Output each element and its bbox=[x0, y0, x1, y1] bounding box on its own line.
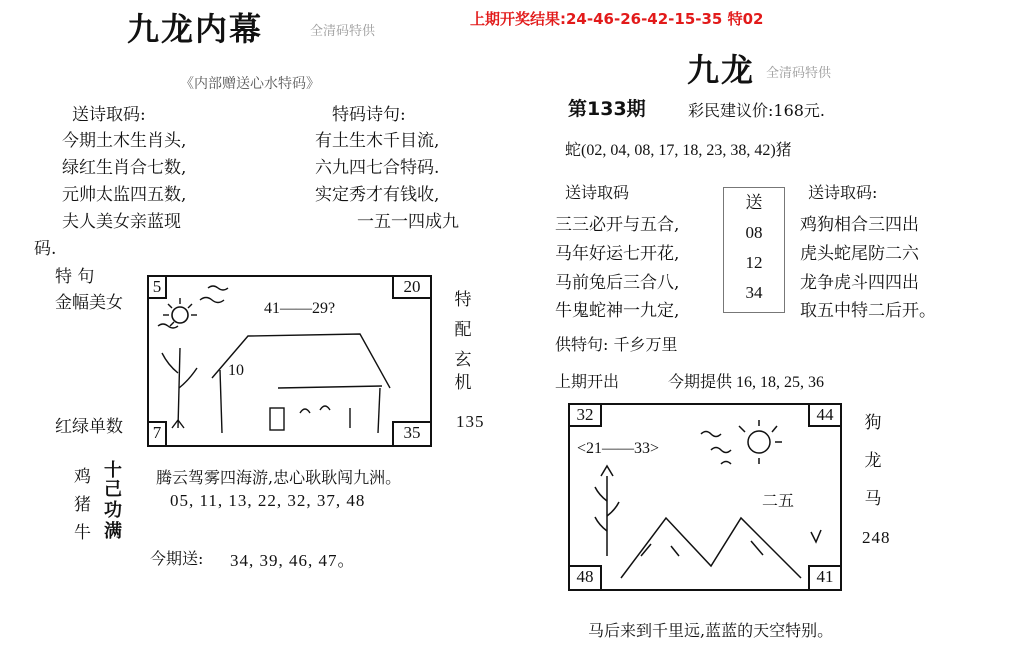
zodiac-chicken: 鸡 bbox=[74, 467, 91, 487]
right-title-note: 全清码特供 bbox=[766, 66, 832, 81]
send-box-label: 送 bbox=[745, 193, 763, 213]
zodiac-line: 蛇(02, 04, 08, 17, 18, 23, 38, 42)猪 bbox=[565, 142, 792, 159]
left-poem-header: 送诗取码: bbox=[72, 105, 146, 125]
right-poem-right-line: 取五中特二后开。 bbox=[800, 301, 936, 321]
send-box-number: 12 bbox=[745, 253, 763, 272]
left-wrap-text: 码. bbox=[34, 239, 57, 259]
right-poem-right-line: 虎头蛇尾防二六 bbox=[800, 244, 919, 264]
left-numbers: 05, 11, 13, 22, 32, 37, 48 bbox=[170, 491, 366, 510]
right-poem-left-line: 三三必开与五合, bbox=[555, 215, 680, 235]
right-poem-header-left: 送诗取码 bbox=[565, 183, 630, 202]
right-corner-top-right: 44 bbox=[808, 403, 842, 427]
zodiac-big-char: 功 bbox=[104, 500, 122, 521]
right-poem-header-right: 送诗取码: bbox=[808, 183, 878, 202]
left-special-line: 六九四七合特码. bbox=[315, 158, 440, 178]
left-corner-bottom-right: 35 bbox=[392, 421, 432, 447]
left-special-line: 有土生木千目流, bbox=[315, 131, 440, 151]
zodiac-big-char: 满 bbox=[104, 521, 122, 542]
left-corner-top-left: 5 bbox=[147, 275, 167, 299]
right-side-animal: 狗 bbox=[864, 413, 882, 433]
left-poem-line: 绿红生肖合七数, bbox=[62, 158, 187, 178]
left-title-note: 全清码特供 bbox=[310, 24, 376, 39]
tejv-text: 金幅美女 bbox=[55, 293, 123, 313]
right-poem-left-line: 马前兔后三合八, bbox=[555, 273, 680, 293]
special-phrase: 供特句: 千乡万里 bbox=[555, 335, 678, 354]
right-poem-left-line: 马年好运七开花, bbox=[555, 244, 680, 264]
right-drawing-range: <21——33> bbox=[577, 440, 660, 457]
send-numbers: 34, 39, 46, 47。 bbox=[230, 551, 356, 570]
left-title: 九龙内幕 bbox=[127, 10, 264, 48]
right-corner-bottom-left: 48 bbox=[568, 565, 602, 591]
left-poem-line: 夫人美女亲蓝现 bbox=[62, 212, 181, 232]
send-box-number: 08 bbox=[745, 223, 763, 242]
right-side-animal: 马 bbox=[864, 489, 882, 509]
right-poem-right-line: 鸡狗相合三四出 bbox=[800, 215, 919, 235]
issue-number: 第133期 bbox=[568, 98, 646, 120]
right-drawing-five: 二五 bbox=[762, 491, 795, 510]
right-side-number: 248 bbox=[862, 528, 891, 547]
left-side-char: 机 bbox=[454, 373, 472, 393]
left-corner-top-right: 20 bbox=[392, 275, 432, 299]
zodiac-big-char: 己 bbox=[104, 479, 122, 500]
left-motto: 腾云驾雾四海游,忠心耿耿闯九洲。 bbox=[156, 468, 402, 487]
provide-numbers: 今期提供 16, 18, 25, 36 bbox=[668, 374, 825, 391]
mountain-sketch bbox=[571, 406, 835, 585]
left-side-char: 特 bbox=[454, 290, 472, 310]
send-number-box bbox=[723, 187, 785, 313]
right-side-animal: 龙 bbox=[864, 451, 882, 471]
left-poem-line: 今期土木生肖头, bbox=[62, 131, 187, 151]
right-title: 九龙 bbox=[687, 51, 756, 89]
right-poem-left-line: 牛鬼蛇神一九定, bbox=[555, 301, 680, 321]
left-subtitle: 《内部赠送心水特码》 bbox=[180, 76, 320, 92]
left-side-number: 135 bbox=[456, 412, 485, 431]
send-box-number: 34 bbox=[745, 283, 763, 302]
right-corner-top-left: 32 bbox=[568, 403, 602, 427]
left-drawing-ten: 10 bbox=[228, 362, 244, 379]
left-special-line: 实定秀才有钱收, bbox=[315, 185, 440, 205]
right-poem-right-line: 龙争虎斗四四出 bbox=[800, 273, 919, 293]
last-open-label: 上期开出 bbox=[555, 372, 620, 391]
send-label: 今期送: bbox=[150, 549, 204, 568]
zodiac-ox: 牛 bbox=[74, 523, 91, 543]
last-result: 上期开奖结果:24-46-26-42-15-35 特02 bbox=[470, 10, 764, 28]
zodiac-big-char: 十 bbox=[104, 460, 122, 481]
left-special-line: 一五一四成九 bbox=[357, 212, 459, 232]
red-green-label: 红绿单数 bbox=[55, 417, 123, 437]
right-corner-bottom-right: 41 bbox=[808, 565, 842, 591]
zodiac-pig: 猪 bbox=[74, 495, 91, 515]
right-footer: 马后来到千里远,蓝蓝的天空特别。 bbox=[588, 621, 834, 640]
left-side-char: 玄 bbox=[454, 350, 472, 370]
left-special-header: 特码诗句: bbox=[332, 105, 406, 125]
suggested-price: 彩民建议价:168元. bbox=[688, 101, 826, 120]
left-corner-bottom-left: 7 bbox=[147, 421, 167, 447]
left-drawing-range: 41——29? bbox=[264, 300, 336, 317]
left-side-char: 配 bbox=[454, 320, 472, 340]
left-poem-line: 元帅太监四五数, bbox=[62, 185, 187, 205]
tejv-label: 特 句 bbox=[55, 267, 95, 287]
